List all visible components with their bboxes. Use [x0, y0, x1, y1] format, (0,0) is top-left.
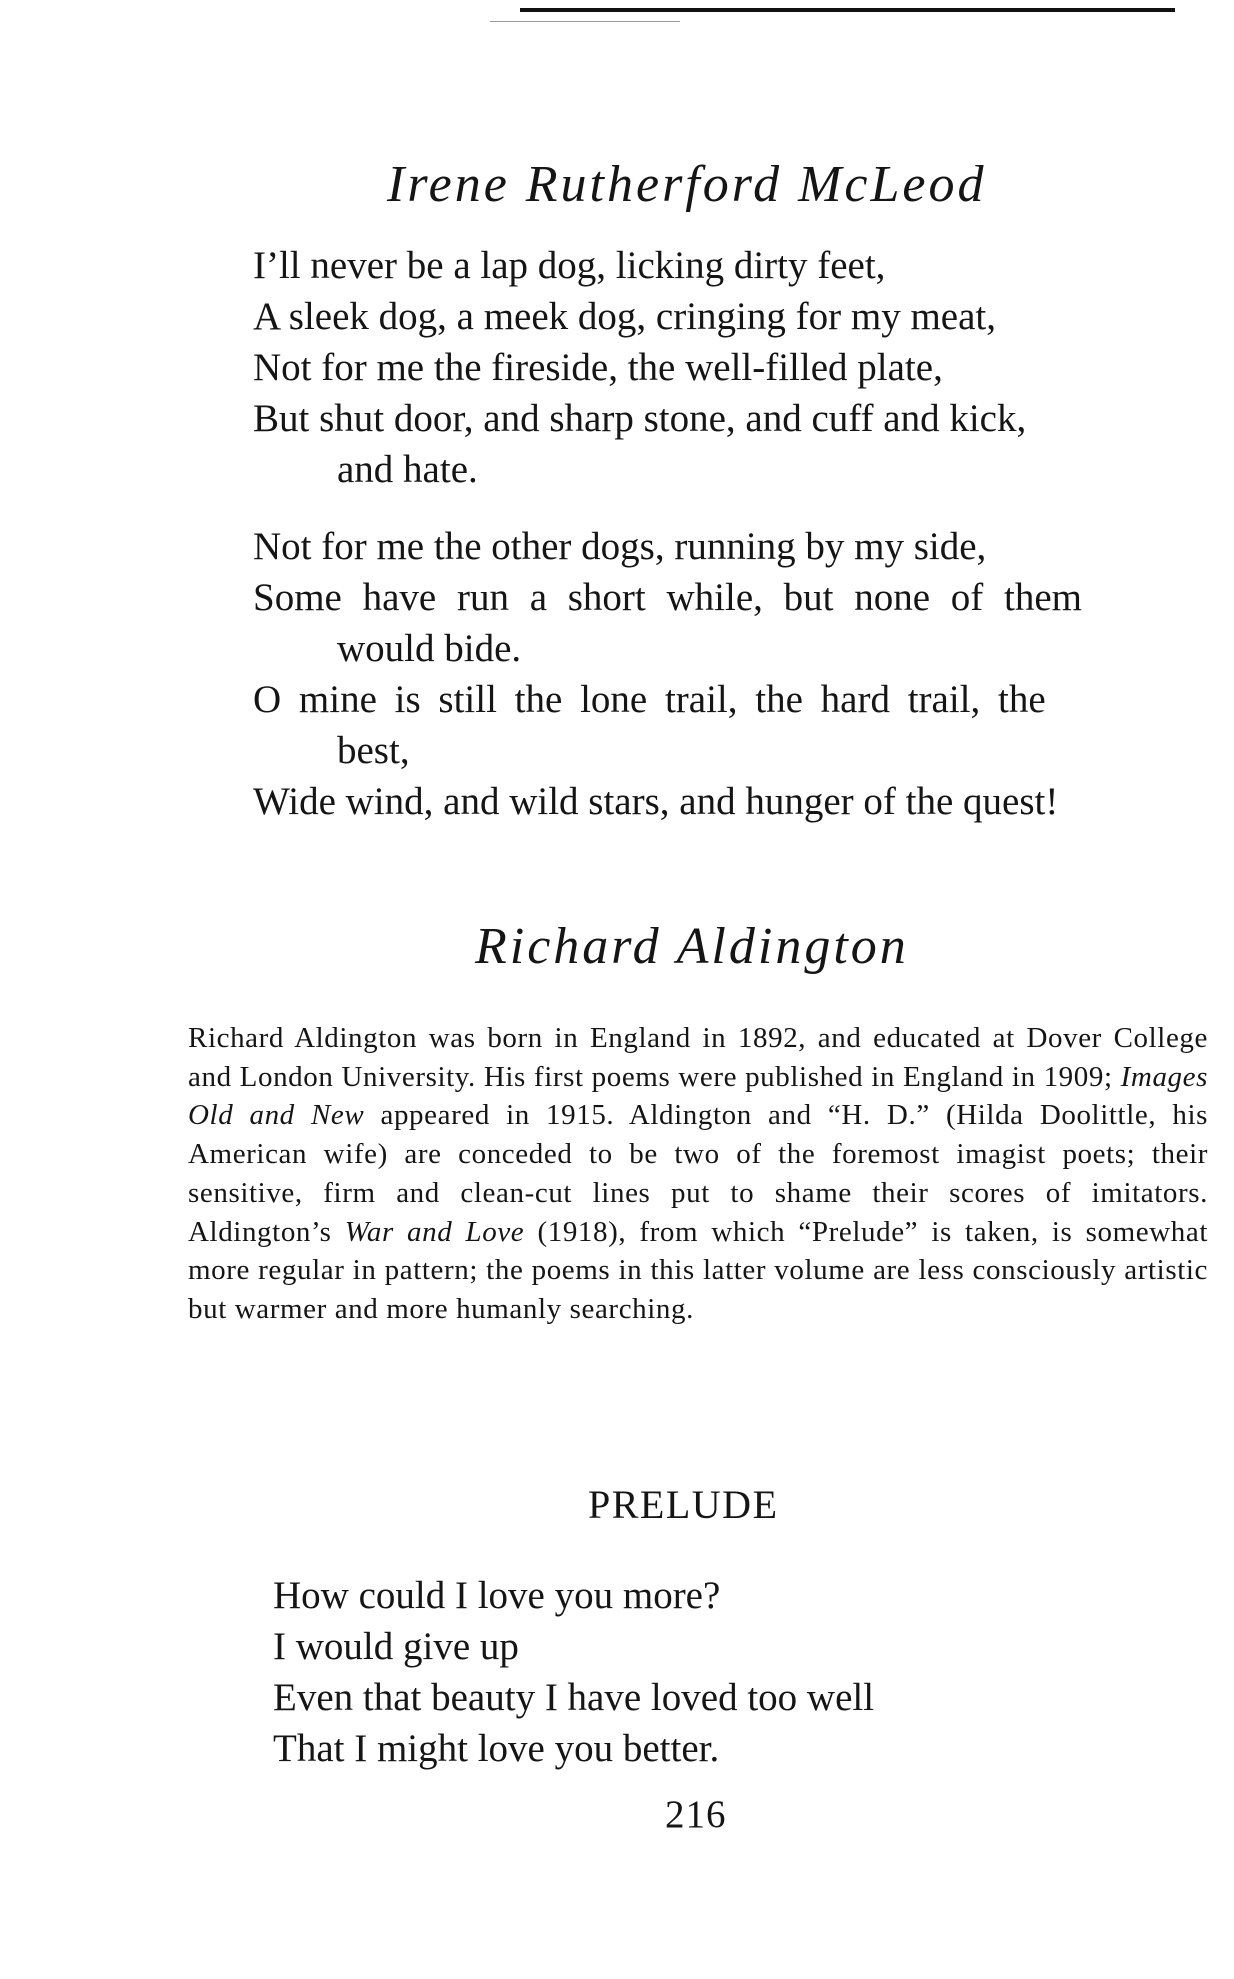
poem-line: I’ll never be a lap dog, licking dirty feet,: [253, 244, 886, 287]
author-heading-mcleod: Irene Rutherford McLeod: [387, 156, 987, 213]
book-title: War and Love: [344, 1215, 525, 1248]
top-rule-thin: [490, 21, 680, 22]
author-biography: Richard Aldington was born in England in 1892, and educated at Dover College and London University. His first poems were published in England in 1909; Images Old and New appeared in 1915. Aldington and “H. D.” (Hilda Doolittle, his American wife) are conceded to be two of the foremost imagist poets; their sensitive, firm and clean-cut lines put to shame their scores of imitators. Aldington’s War and Love (1918), from which “Prelude” is taken, is somewhat more regular in pattern; the poems in this latter volume are less consciously artistic but warmer and more humanly searching.: [188, 1022, 1208, 1325]
poem-line: I would give up: [273, 1625, 519, 1668]
poem-line: Not for me the fireside, the well-filled plate,: [253, 346, 943, 389]
poem-line: How could I love you more?: [273, 1574, 721, 1617]
book-title: Images Old and New: [188, 1060, 1208, 1132]
poem-line: O mine is still the lone trail, the hard trail, the: [253, 678, 1046, 721]
author-heading-aldington: Richard Aldington: [475, 918, 909, 975]
poem-line: A sleek dog, a meek dog, cringing for my meat,: [253, 295, 996, 338]
poem-line: Wide wind, and wild stars, and hunger of the quest!: [253, 780, 1059, 823]
poem-line: But shut door, and sharp stone, and cuff and kick,: [253, 397, 1027, 440]
page-number: 216: [665, 1793, 727, 1836]
top-rule: [520, 8, 1175, 12]
poem-line: Some have run a short while, but none of them: [253, 576, 1083, 619]
poem-line: best,: [337, 729, 410, 772]
poem-line: That I might love you better.: [273, 1727, 720, 1770]
poem-line: Even that beauty I have loved too well: [273, 1676, 875, 1719]
poem-line: Not for me the other dogs, running by my side,: [253, 525, 987, 568]
poem-line: and hate.: [337, 448, 478, 491]
poem-line: would bide.: [337, 627, 522, 670]
poem-title: PRELUDE: [588, 1482, 779, 1527]
